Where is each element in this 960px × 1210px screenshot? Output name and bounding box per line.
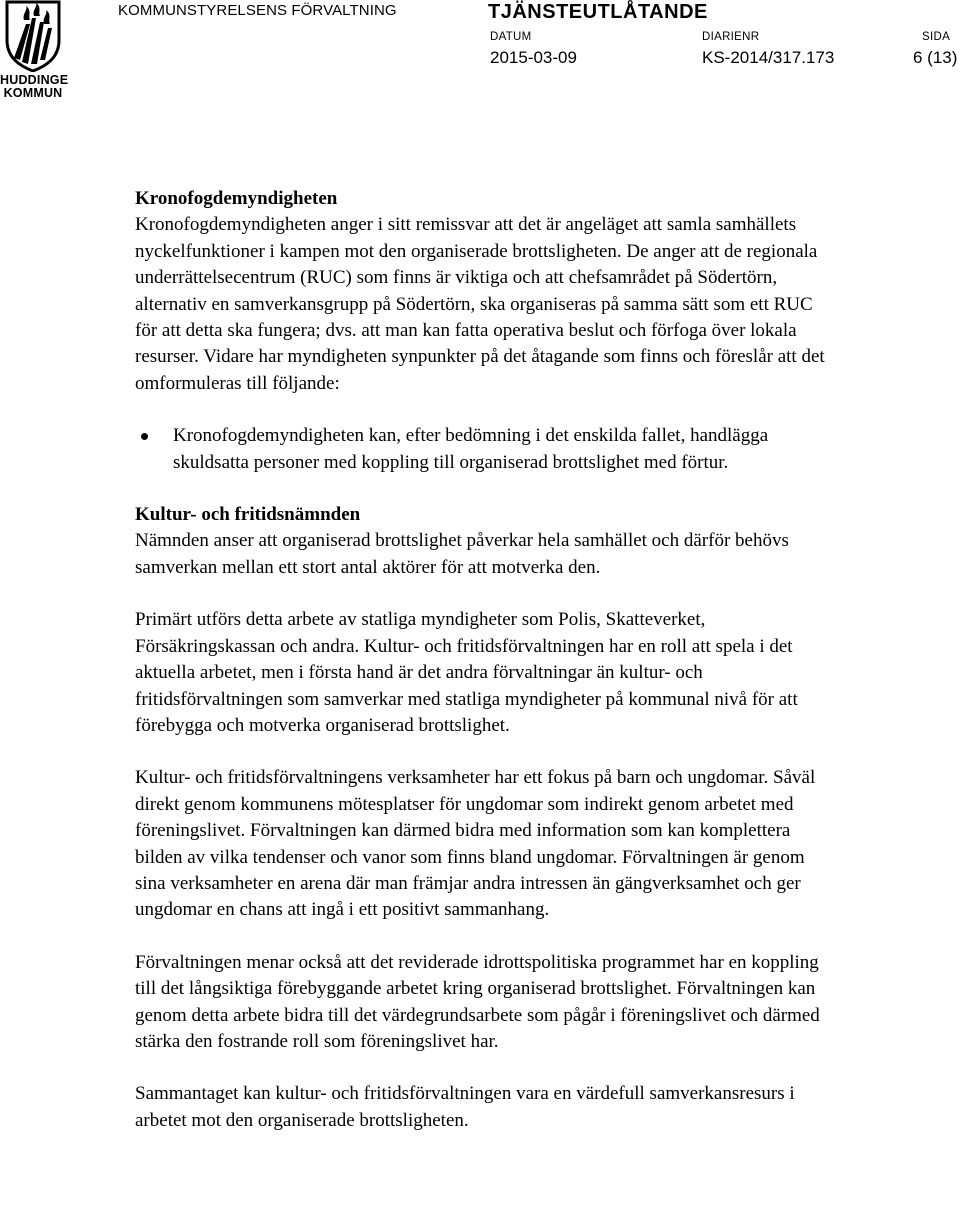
page-number: 6 (13) [913,48,958,67]
registry-number-value: KS-2014/317.173 [702,48,835,67]
date-value: 2015-03-09 [490,48,577,67]
bullet-icon [141,433,148,440]
logo-text: HUDDINGE KOMMUN [0,73,69,100]
section-heading: Kronofogdemyndigheten [135,188,338,209]
paragraph: Primärt utförs detta arbete av statliga myndigheter som Polis, Skatteverket, Försäkringskassan och andra. Kultur- och fritidsförvaltningen har en roll att spela i det aktuella arbetet, men i första hand är det andra förvaltningar än kultur- och fritidsförvaltningen som samverkar med statliga myndigheter på kommunal nivå för att förebygga och motverka organiserad brottslighet. [135,609,798,736]
municipality-logo [0,0,69,106]
bullet-text: Kronofogdemyndigheten kan, efter bedömning i det enskilda fallet, handlägga skuldsatta personer med koppling till organiserad brottslighet med förtur. [173,425,769,473]
bullet-list [135,423,835,476]
date-label: DATUM [490,31,532,43]
section-heading: Kultur- och fritidsnämnden [135,504,361,526]
paragraph: Nämnden anser att organiserad brottslighet påverkar hela samhället och därför behövs samverkan mellan ett stort antal aktörer för att motverka den. [135,530,789,578]
registry-number-label: DIARIENR [702,31,760,43]
paragraph: Förvaltningen menar också att det reviderade idrottspolitiska programmet har en koppling till det långsiktiga förebyggande arbetet kring organiserad brottslighet. Förvaltningen kan genom detta arbete bidra till det värdegrundsarbete som pågår i föreningslivet och därmed stärka den fostrande roll som föreningslivet har. [135,951,820,1052]
document-body [135,186,835,1134]
organization-name: KOMMUNSTYRELSENS FÖRVALTNING [118,2,397,19]
paragraph: Kronofogdemyndigheten anger i sitt remissvar att det är angeläget att samla samhällets nyckelfunktioner i kampen mot den organiserade brottsligheten. De anger att de regionala underrättelsecentrum (RUC) som finns är viktiga och att chefsamrådet på Södertörn, alternativ en samverkansgrupp på Södertörn, ska organiseras på samma sätt som ett RUC för att detta ska fungera; dvs. att man kan fatta operativa beslut och förfoga över lokala resurser. Vidare har myndigheten synpunkter på det åtagande som finns och föreslår att det omformuleras till följande: [135,214,825,394]
coat-of-arms-icon [4,0,62,72]
page-label: SIDA [922,31,951,43]
bullet-item [135,423,835,476]
paragraph: Sammantaget kan kultur- och fritidsförvaltningen vara en värdefull samverkansresurs i arbetet mot den organiserade brottsligheten. [135,1083,795,1131]
paragraph: Kultur- och fritidsförvaltningens verksamheter har ett fokus på barn och ungdomar. Såväl direkt genom kommunens mötesplatser för ungdomar som indirekt genom arbetet med föreningslivet. Förvaltningen kan därmed bidra med information som kan komplettera bilden av vilka tendenser och vanor som finns bland ungdomar. Förvaltningen är genom sina verksamheter en arena där man främjar andra intressen än gängverksamhet och ger ungdomar en chans att ingå i ett positivt sammanhang. [135,767,816,921]
document-type: TJÄNSTEUTLÅTANDE [488,1,708,23]
